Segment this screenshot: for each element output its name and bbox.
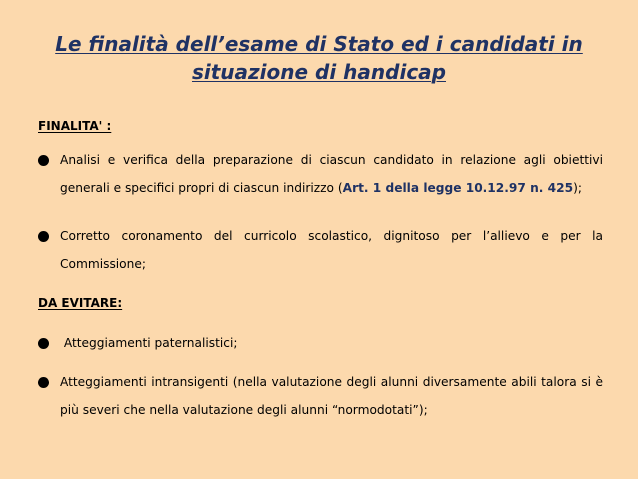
- bullet-dot-icon: [38, 338, 49, 349]
- bullet-text: Atteggiamenti intransigenti (nella valutazione degli alunni diversamente abili talora si è più severi che nella valutazione degli alunni “normodotati”);: [60, 375, 603, 417]
- bullet-dot-icon: [38, 231, 49, 242]
- bullet-text: [60, 146, 603, 202]
- section-heading-finalita: FINALITA' :: [38, 119, 112, 133]
- bullet-text-after: );: [573, 181, 582, 195]
- bullet-text: Atteggiamenti paternalistici;: [60, 336, 238, 350]
- slide-title: Le finalità dell’esame di Stato ed i candidati in situazione di handicap: [55, 32, 583, 84]
- bullet-item-analisi: [38, 146, 603, 202]
- bullet-item-intransigenti: [38, 368, 603, 424]
- bullet-text: Corretto coronamento del curricolo scolastico, dignitoso per l’allievo e per la Commissione;: [60, 229, 603, 271]
- bullet-item-coronamento: [38, 222, 603, 278]
- bullet-dot-icon: [38, 377, 49, 388]
- bullet-text-before: Analisi e verifica della preparazione di ciascun candidato in relazione agli obiettivi generali e specifici propri di ciascun indirizzo (: [60, 153, 603, 195]
- bullet-dot-icon: [38, 155, 49, 166]
- bullet-item-paternalistici: [38, 329, 603, 357]
- law-reference: Art. 1 della legge 10.12.97 n. 425: [342, 181, 574, 195]
- section-heading-da-evitare: DA EVITARE:: [38, 296, 123, 310]
